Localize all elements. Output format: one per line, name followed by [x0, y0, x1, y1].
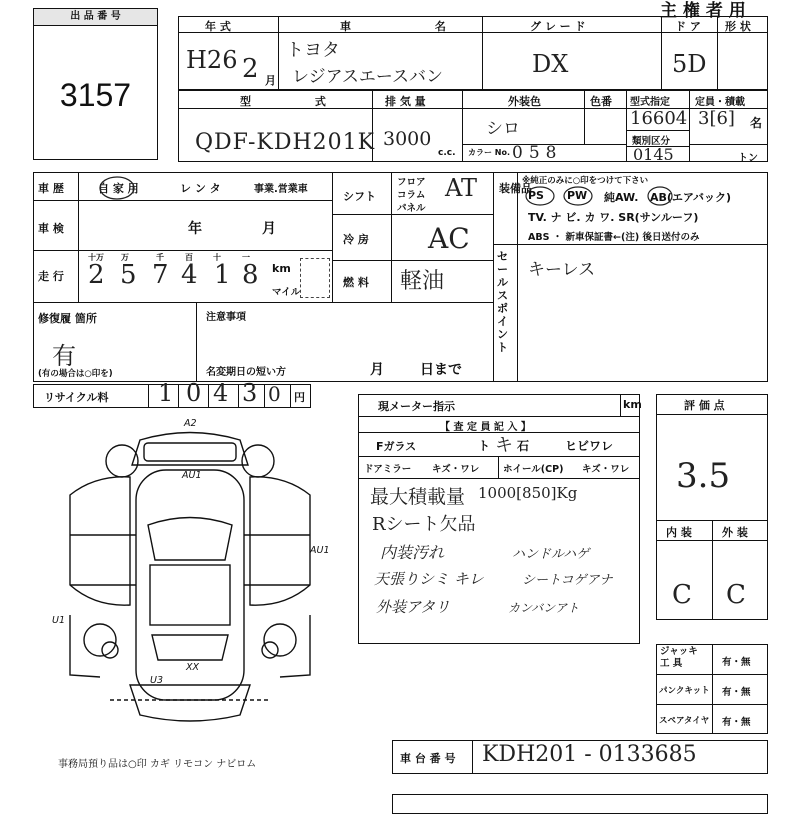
displacement-unit: c.c.	[438, 148, 456, 158]
inspector-note-left: Rシート欠品	[372, 514, 476, 535]
color-code-value: 058	[512, 143, 563, 163]
wheel-label: ホイール(CP)	[503, 464, 564, 475]
equipment-row-2: TV. ナ ビ. カ ワ. SR(サンルーフ)	[528, 211, 699, 224]
office-note: 事務局預り品は○印 カギ リモコン ナビロム	[58, 759, 257, 770]
shift-value: AT	[445, 174, 478, 202]
grade-value: DX	[532, 50, 569, 78]
equipment-ps: PS	[528, 189, 544, 202]
inspector-note-left: 外装アタリ	[376, 598, 450, 616]
model-name: レジアスエースバン	[292, 67, 444, 87]
year-era: H26	[186, 46, 238, 74]
name-change-label: 名変期日の短い方	[206, 367, 286, 378]
tool-jack-label: ジャッキ 工 具	[660, 646, 698, 669]
mirror-label: ドアミラー	[364, 464, 412, 475]
shift-option-panel: パネル	[397, 203, 426, 214]
interior-label: 内 装	[666, 526, 692, 539]
model-designation-header: 型式指定	[630, 97, 670, 108]
glass-option-stone: 石	[517, 439, 530, 453]
tool-jack-value: 有・無	[722, 657, 751, 668]
history-business: 事業.営業車	[254, 184, 308, 195]
mileage-unit-10k: 万	[121, 253, 129, 262]
diagram-mark-xx: XX	[186, 662, 200, 673]
recycle-digit: 0	[186, 379, 202, 407]
car-damage-diagram	[40, 415, 340, 745]
interior-value: C	[672, 580, 692, 610]
mileage-unit-10: 十	[213, 253, 221, 262]
rating-label: 評 価 点	[684, 399, 725, 412]
sales-point-value: キーレス	[528, 260, 596, 280]
glass-option-to: ト	[478, 439, 491, 453]
rating-value: 3.5	[676, 456, 731, 496]
mileage-mile-box	[300, 258, 330, 298]
doors-header: ド ア	[675, 20, 701, 33]
shape-header: 形 状	[725, 20, 751, 33]
year-month: 2	[242, 54, 259, 84]
capacity-header: 定員・積載	[695, 97, 745, 108]
type-value: QDF-KDH201K	[195, 130, 376, 155]
glass-label: Fガラス	[376, 440, 417, 453]
color-no-header: 色番	[590, 95, 612, 108]
tool-spare-value: 有・無	[722, 717, 751, 728]
category-header: 類別区分	[632, 136, 671, 147]
inspection-year: 年	[188, 221, 202, 237]
inspector-note-right: カンバンアト	[508, 601, 580, 615]
aircon-label: 冷 房	[343, 233, 369, 246]
inspector-note-right: シートコゲアナ	[522, 573, 613, 588]
repair-value: 有	[52, 342, 76, 370]
mileage-digit: 8	[242, 260, 259, 290]
repair-note: (有の場合は○印を)	[38, 369, 113, 379]
equipment-pw: PW	[567, 189, 588, 202]
mileage-unit-100k: 十万	[88, 253, 104, 262]
notes-label: 注意事項	[206, 312, 246, 323]
history-circle-mark	[97, 175, 137, 201]
mileage-unit-100: 百	[185, 253, 193, 262]
aircon-value: AC	[428, 222, 470, 255]
meter-label: 現メーター指示	[378, 400, 455, 413]
history-rental: レ ン タ	[180, 182, 221, 195]
equipment-aw: 純AW.	[604, 191, 639, 204]
recycle-label: リサイクル料	[44, 391, 109, 404]
mileage-unit-1k: 千	[156, 253, 164, 262]
shift-option-column: コラム	[397, 190, 426, 201]
capacity-unit: 名	[750, 116, 763, 130]
name-change-month: 月	[370, 362, 384, 378]
tool-puncture-value: 有・無	[722, 687, 751, 698]
year-month-unit: 月	[265, 74, 276, 87]
history-label: 車 歴	[38, 182, 64, 195]
fuel-label: 燃 料	[343, 276, 369, 289]
maker-name: トヨタ	[286, 40, 340, 61]
name-change-day: 日まで	[420, 362, 462, 378]
glass-option-crack: ヒビワレ	[565, 439, 614, 453]
mileage-digit: 2	[88, 260, 105, 290]
doors-value: 5D	[672, 50, 707, 78]
recycle-digit: 3	[242, 379, 258, 407]
inspector-note-left: 内装汚れ	[380, 543, 445, 562]
diagram-mark-au1-right: AU1	[310, 545, 330, 556]
inspection-label: 車 検	[38, 222, 64, 235]
tool-puncture-label: パンクキット	[659, 686, 710, 696]
recycle-unit: 円	[294, 391, 305, 404]
glass-circled-mark: キ	[495, 435, 513, 456]
type-header: 型 式	[240, 95, 356, 108]
fuel-value: 軽油	[400, 269, 445, 294]
recycle-digit: 1	[158, 379, 174, 407]
inspector-note-left: 最大積載量	[370, 486, 466, 508]
color-value: シロ	[486, 119, 520, 139]
equipment-note: ※純正のみに○印をつけて下さい	[522, 176, 649, 186]
mileage-digit: 7	[152, 260, 169, 290]
capacity-value: 3[6]	[698, 108, 735, 129]
model-designation-value: 16604	[630, 108, 688, 129]
mileage-digit: 1	[214, 260, 231, 290]
mirror-options: キズ・ワレ	[432, 464, 480, 475]
mileage-unit-mile: マイル	[272, 287, 301, 298]
bottom-box	[392, 794, 768, 814]
color-header: 外装色	[508, 95, 541, 108]
mileage-unit-km: km	[272, 262, 291, 275]
capacity-ton: トン	[738, 153, 758, 164]
exterior-value: C	[726, 580, 746, 610]
displacement-value: 3000	[383, 128, 432, 150]
inspector-note-right: 1000[850]Kg	[478, 484, 578, 502]
mileage-digit: 4	[181, 260, 198, 290]
tool-spare-label: スペアタイヤ	[659, 716, 710, 726]
diagram-mark-a2: A2	[184, 418, 197, 429]
displacement-header: 排 気 量	[385, 95, 426, 108]
diagram-mark-u1: U1	[52, 615, 65, 626]
diagram-mark-u3: U3	[150, 675, 163, 686]
name-header: 車 名	[340, 20, 486, 33]
inspector-note-right: ハンドルハゲ	[512, 547, 590, 562]
mileage-unit-1: 一	[242, 253, 250, 262]
mileage-digit: 5	[120, 260, 137, 290]
lot-number-header: 出 品 番 号	[34, 9, 157, 26]
inspector-note-left: 天張りシミ キレ	[374, 570, 484, 588]
equipment-ab: AB(エアバック)	[650, 191, 732, 204]
color-code-label: カラー No.	[468, 148, 511, 157]
recycle-digit: 0	[268, 382, 281, 406]
year-header: 年 式	[205, 20, 231, 33]
equipment-circle-marks	[520, 184, 780, 208]
diagram-mark-au1-top: AU1	[182, 470, 202, 481]
shift-option-floor: フロア	[397, 177, 426, 188]
sales-point-label: セールスポイント	[497, 250, 508, 354]
history-private: 自 家 用	[98, 182, 139, 195]
shift-label: シフト	[343, 190, 376, 203]
grade-header: グ レ ー ド	[530, 20, 586, 33]
category-value: 0145	[633, 145, 674, 164]
equipment-row-3: ABS ・ 新車保証書←(注) 後日送付のみ	[528, 232, 700, 243]
mileage-label: 走 行	[38, 270, 64, 283]
meter-unit: km	[623, 398, 642, 411]
chassis-label: 車 台 番 号	[400, 752, 456, 765]
lot-number-value: 3157	[59, 77, 132, 113]
recycle-digit: 4	[213, 379, 229, 407]
top-note: 主 権 者 用	[660, 1, 746, 21]
inspection-month: 月	[262, 221, 276, 237]
exterior-label: 外 装	[722, 526, 748, 539]
repair-label: 修復履 箇所	[38, 312, 97, 325]
lot-number-box	[33, 8, 158, 160]
equipment-label-text: 装備品	[499, 182, 532, 195]
chassis-value: KDH201 - 0133685	[482, 742, 697, 767]
wheel-options: キズ・ワレ	[582, 464, 630, 475]
inspector-header: 【 査 定 員 記 入 】	[440, 422, 531, 433]
